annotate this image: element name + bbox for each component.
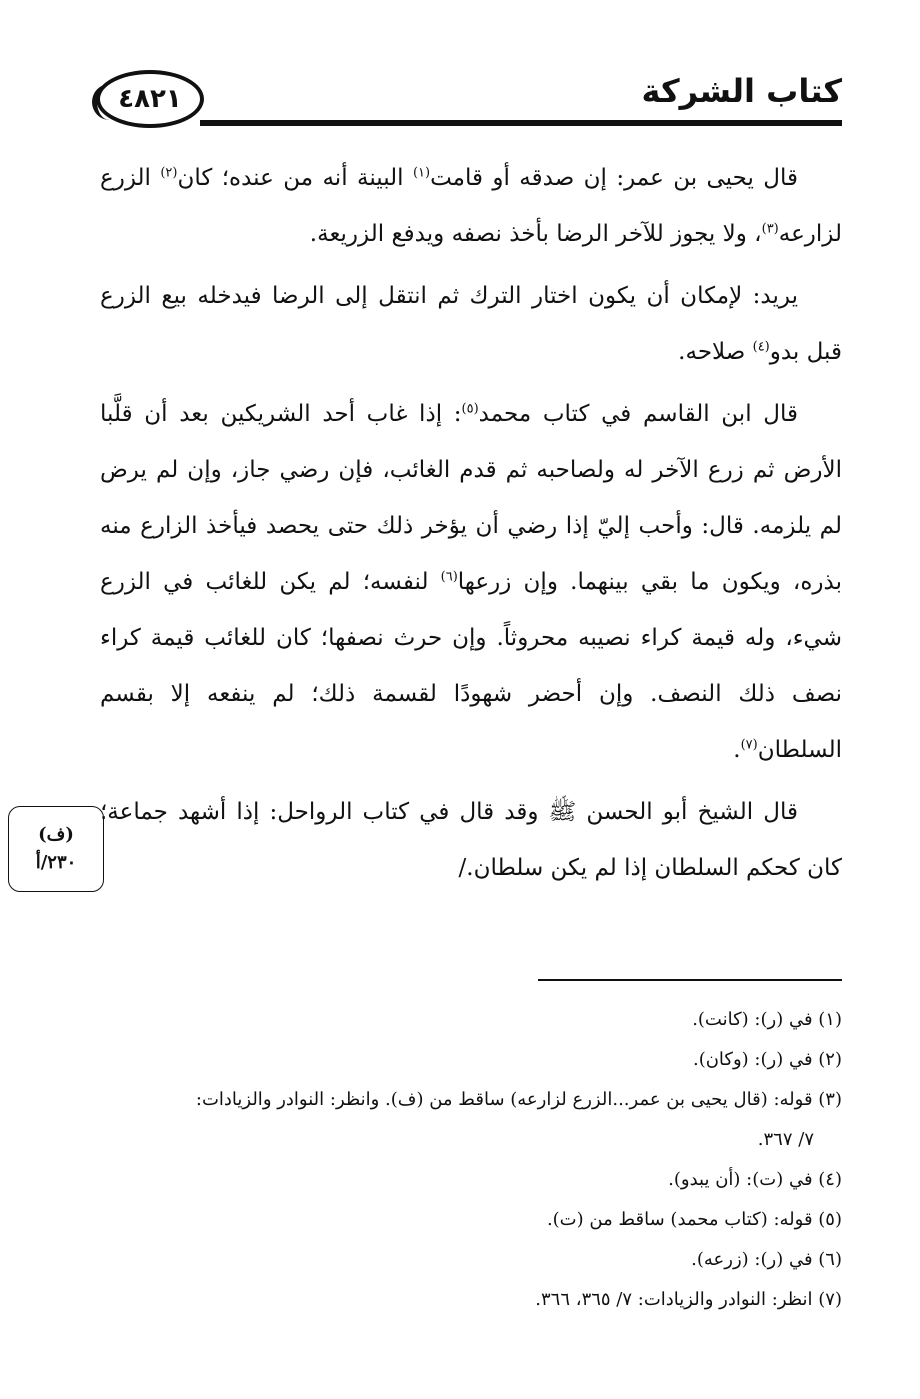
page-header (90, 64, 842, 134)
footnote-marker[interactable]: (٤) (752, 339, 770, 355)
footnote-marker[interactable]: (٦) (440, 569, 458, 585)
footnote-marker[interactable]: (١) (412, 165, 431, 181)
paragraph-text: : إذا غاب أحد الشريكين بعد أن قلَّبا الأرض ثم زرع الآخر له ولصاحبه ثم قدم الغائب، فإن رضي جاز، وإن لم يرض لم يلزمه. قال: وأحب إليّ إذا رضي أن يؤخر ذلك حتى يحصد فيأخذ الزارع منه بذره، ويكون ما بقي بينهما. وإن زرعها (100, 401, 842, 595)
paragraph-text: ، ولا يجوز للآخر الرضا بأخذ نصفه ويدفع الزريعة. (309, 221, 762, 247)
paragraph-text: البينة أنه من عنده؛ كان (177, 165, 413, 191)
manuscript-marginal-note (8, 806, 104, 892)
paragraph-text: . (733, 737, 741, 763)
footnote-continuation: ٧/ ٣٦٧. (757, 1129, 814, 1150)
paragraph-text: الزرع لزارعه (100, 165, 842, 247)
footnote-separator (538, 979, 842, 981)
paragraph (100, 268, 842, 380)
margin-note-folio: ٢٣٠/أ (35, 852, 77, 873)
paragraph-text: يريد: لإمكان أن يكون اختار الترك ثم انتقل إلى الرضا فيدخله بيع الزرع قبل بدو (100, 283, 842, 365)
header-rule (200, 120, 842, 126)
paragraph-text: قال الشيخ أبو الحسن ﷺ وقد قال في كتاب الرواحل: إذا أشهد جماعة؛ كان كحكم السلطان إذا لم يكن سلطان./ (100, 799, 842, 881)
page-title: كتاب الشركة (641, 72, 842, 110)
paragraph (100, 150, 842, 262)
footnote: (٦) في (ر): (زرعه). (691, 1249, 842, 1270)
footnote: (٤) في (ت): (أن يبدو). (668, 1169, 842, 1190)
paragraph (100, 386, 842, 778)
footnote-marker[interactable]: (٢) (160, 165, 178, 181)
page-number-badge (96, 70, 204, 128)
footnote-marker[interactable]: (٥) (461, 401, 479, 417)
paragraph (100, 784, 842, 896)
footnote: (٣) قوله: (قال يحيى بن عمر...الزرع لزارعه) ساقط من (ف). وانظر: النوادر والزيادات: (195, 1089, 842, 1110)
footnotes (100, 1000, 842, 1320)
footnote-marker[interactable]: (٧) (740, 737, 758, 753)
paragraph-text: قال يحيى بن عمر: إن صدقه أو قامت (430, 165, 798, 191)
page-number: ٤٨٢١ (118, 84, 182, 114)
main-text (100, 150, 842, 902)
footnote: (٢) في (ر): (وكان). (692, 1049, 842, 1070)
paragraph-text: لنفسه؛ لم يكن للغائب في الزرع شيء، وله قيمة كراء نصيبه محروثاً. وإن حرث نصفها؛ كان للغائب قيمة كراء نصف ذلك النصف. وإن أحضر شهودًا لقسمة ذلك؛ لم ينفعه إلا بقسم السلطان (100, 569, 842, 763)
footnote-marker[interactable]: (٣) (761, 221, 779, 237)
paragraph-text: صلاحه. (678, 339, 753, 365)
footnote: (٥) قوله: (كتاب محمد) ساقط من (ت). (546, 1209, 842, 1230)
margin-note-source: (ف) (38, 824, 74, 845)
paragraph-text: قال ابن القاسم في كتاب محمد (478, 401, 798, 427)
footnote: (١) في (ر): (كانت). (692, 1009, 842, 1030)
footnote: (٧) انظر: النوادر والزيادات: ٧/ ٣٦٥، ٣٦٦. (535, 1289, 842, 1310)
